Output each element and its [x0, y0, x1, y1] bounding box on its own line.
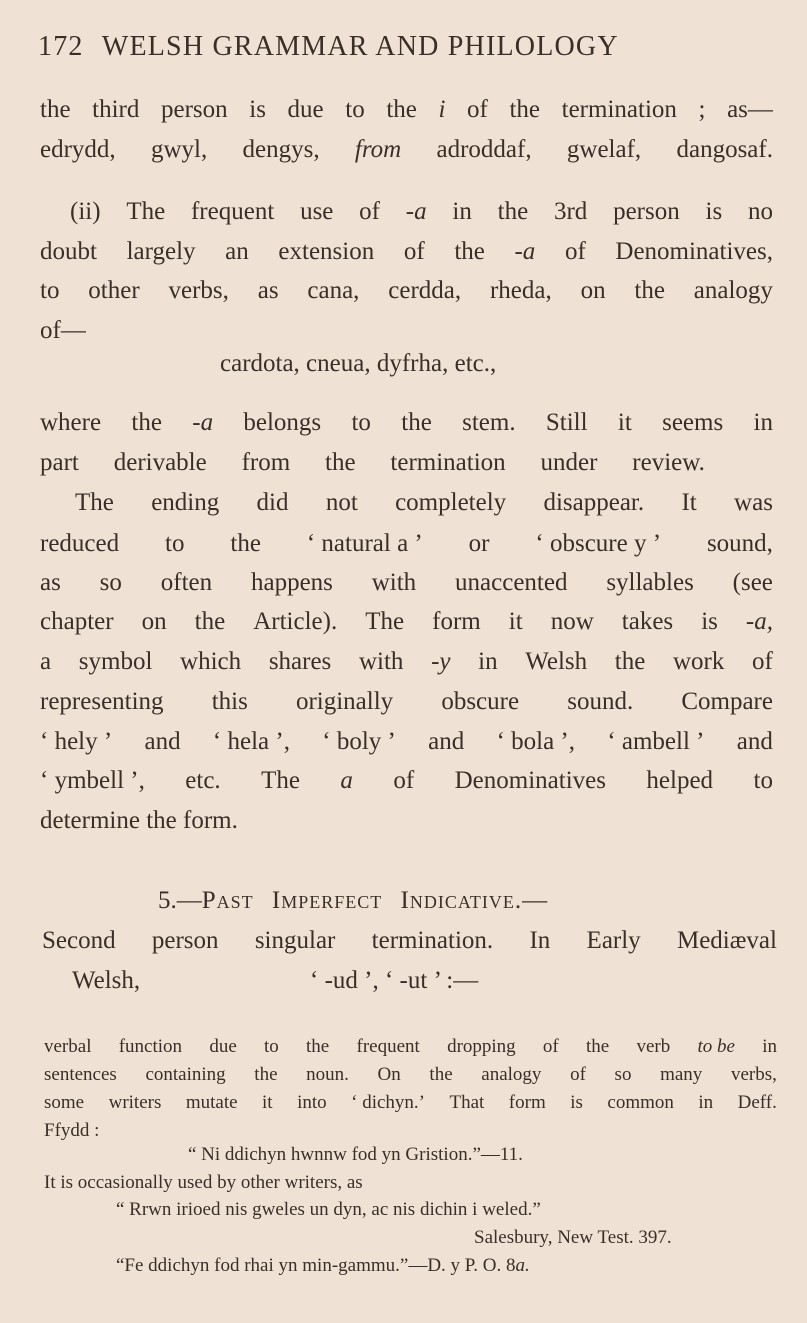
word: the — [386, 96, 417, 123]
word: of — [467, 96, 488, 123]
word: third — [92, 96, 140, 123]
word: On — [377, 1064, 401, 1085]
word: as— — [727, 96, 773, 123]
word: is — [705, 198, 723, 225]
word: to — [753, 767, 773, 794]
word: ‘ hela ’, — [212, 728, 290, 755]
word: ‘ bola ’, — [496, 728, 576, 755]
word: and — [736, 728, 773, 755]
word: and — [428, 728, 465, 755]
word: no — [747, 198, 773, 225]
word: termination. — [371, 927, 494, 954]
word: dropping — [447, 1036, 516, 1057]
word: Denominatives — [454, 767, 606, 794]
word: to — [345, 96, 365, 123]
word: it — [262, 1092, 273, 1113]
word: seems — [662, 409, 724, 436]
word: -a — [405, 198, 427, 225]
footnote-line — [44, 1063, 777, 1087]
word: Early — [586, 927, 641, 954]
word: In — [529, 927, 551, 954]
word: not — [325, 489, 358, 516]
word: It — [681, 489, 697, 516]
word: which — [180, 648, 242, 675]
word: a — [340, 767, 353, 794]
word: the — [634, 277, 665, 304]
word: the — [586, 1036, 610, 1057]
word: so — [99, 569, 122, 596]
word: dengys, — [242, 136, 320, 163]
word: to — [351, 409, 371, 436]
word: ‘ obscure y ’ — [535, 530, 662, 557]
word: under — [540, 449, 598, 476]
word: ‘ ymbell ’, — [40, 767, 145, 794]
word: the — [509, 96, 541, 123]
word: cerdda, — [388, 277, 462, 304]
word: review. — [632, 449, 705, 476]
word: stem. — [462, 409, 516, 436]
text-line — [40, 687, 773, 717]
quote-suffix: a. — [515, 1255, 530, 1276]
footnote-line — [44, 1091, 777, 1115]
section-heading — [158, 886, 548, 916]
word: the — [614, 648, 646, 675]
word: noun. — [306, 1064, 349, 1085]
word: use — [300, 198, 334, 225]
word: in — [698, 1092, 714, 1113]
word: with — [371, 569, 417, 596]
word: form — [508, 1092, 546, 1113]
text-line — [40, 529, 773, 559]
word: That — [449, 1092, 485, 1113]
word: and — [144, 728, 181, 755]
word: 3rd — [553, 198, 588, 225]
word: of — [570, 1064, 586, 1085]
text-line — [42, 926, 777, 956]
word: dangosaf. — [676, 136, 773, 163]
word: largely — [126, 238, 196, 265]
word: belongs — [243, 409, 322, 436]
text-line — [40, 568, 773, 598]
word: the — [454, 238, 485, 265]
word: -a — [514, 238, 536, 265]
section-title-word: Imperfect — [271, 887, 383, 914]
word: into — [297, 1092, 327, 1113]
word: in — [762, 1036, 777, 1057]
word: this — [211, 688, 248, 715]
word: ‘ ambell ’ — [607, 728, 705, 755]
word: was — [734, 489, 773, 516]
word: ; — [698, 96, 706, 123]
word: helped — [646, 767, 714, 794]
word: to be — [697, 1036, 735, 1057]
word: other — [88, 277, 140, 304]
word: Mediæval — [676, 927, 777, 954]
word: person — [160, 96, 228, 123]
footnote-quote: “ Ni ddichyn hwnnw fod yn Gristion.”—11. — [188, 1144, 523, 1165]
word: ending — [151, 489, 220, 516]
word: ‘ hely ’ — [40, 728, 113, 755]
word: from — [354, 136, 402, 163]
word: the — [401, 409, 432, 436]
word: ‘ natural a ’ — [306, 530, 423, 557]
text-line: of— — [40, 317, 86, 344]
word: -y — [431, 648, 451, 675]
page-header — [38, 32, 619, 62]
word: where — [40, 409, 102, 436]
word: the — [230, 530, 261, 557]
text-line — [40, 766, 773, 796]
word: from — [241, 449, 291, 476]
section-number: 5.— — [158, 887, 202, 914]
word: gwelaf, — [566, 136, 642, 163]
word: the — [131, 409, 162, 436]
word: due — [287, 96, 324, 123]
word: representing — [40, 688, 164, 715]
word: The — [126, 198, 166, 225]
word: verbs, — [730, 1064, 777, 1085]
word: doubt — [40, 238, 97, 265]
word: as — [40, 569, 61, 596]
word: Second — [42, 927, 116, 954]
word: often — [160, 569, 213, 596]
word: sound, — [706, 530, 773, 557]
word: common — [607, 1092, 674, 1113]
word: frequent — [190, 198, 275, 225]
word: some — [44, 1092, 85, 1113]
word: singular — [254, 927, 336, 954]
word: writers — [108, 1092, 162, 1113]
word: the — [497, 198, 529, 225]
text-line — [40, 647, 773, 677]
section-title-word: Past — [201, 887, 254, 914]
word: of — [564, 238, 586, 265]
word: work — [672, 648, 725, 675]
word: Compare — [681, 688, 773, 715]
word: Denominatives, — [615, 238, 773, 265]
word: containing — [145, 1064, 226, 1085]
word: analogy — [481, 1064, 542, 1085]
word: on — [580, 277, 606, 304]
word: verb — [636, 1036, 671, 1057]
word: shares — [268, 648, 332, 675]
page-number: 172 — [38, 31, 84, 62]
word: the — [254, 1064, 278, 1085]
word: The — [365, 608, 405, 635]
word: in — [478, 648, 498, 675]
word: chapter — [40, 608, 114, 635]
word: the — [325, 449, 356, 476]
word: Still — [545, 409, 588, 436]
word: person — [151, 927, 219, 954]
word: the — [306, 1036, 330, 1057]
word: of — [542, 1036, 559, 1057]
word: the — [40, 96, 71, 123]
footnote-citation: Salesbury, New Test. 397. — [474, 1227, 672, 1248]
quote-text: “Fe ddichyn fod rhai yn min-gammu.”—D. y P. O. 8 — [116, 1255, 516, 1276]
word: verbal — [44, 1036, 92, 1057]
word: person — [613, 198, 680, 225]
word: mutate — [185, 1092, 238, 1113]
footnote-quote — [116, 1254, 530, 1278]
word: to — [165, 530, 185, 557]
word: is — [701, 608, 718, 635]
example-line: cardota, cneua, dyfrha, etc., — [220, 350, 497, 377]
text-line — [40, 607, 773, 637]
text-line: determine the form. — [40, 807, 238, 834]
word: the — [429, 1064, 453, 1085]
word: of — [393, 767, 415, 794]
word: The — [75, 489, 114, 516]
word: termination — [561, 96, 677, 123]
word: The — [261, 767, 300, 794]
word: originally — [295, 688, 394, 715]
word: etc. — [185, 767, 221, 794]
word: edrydd, — [40, 136, 116, 163]
text-line — [40, 95, 773, 125]
word: now — [550, 608, 594, 635]
word: to — [264, 1036, 279, 1057]
word: function — [118, 1036, 183, 1057]
word: an — [225, 238, 249, 265]
word: symbol — [78, 648, 153, 675]
word: -a, — [745, 608, 773, 635]
word: of — [403, 238, 425, 265]
word: (see — [732, 569, 773, 596]
word: a — [40, 648, 52, 675]
word: as — [257, 277, 279, 304]
word: of — [752, 648, 773, 675]
footnote-line: Ffydd : — [44, 1120, 100, 1141]
word: derivable — [113, 449, 207, 476]
word: to — [40, 277, 60, 304]
word: completely — [395, 489, 507, 516]
text-line — [40, 448, 705, 478]
word: in — [452, 198, 472, 225]
word: rheda, — [489, 277, 552, 304]
word: sentences — [44, 1064, 117, 1085]
text-line — [40, 408, 773, 438]
word: is — [249, 96, 266, 123]
word: in — [753, 409, 773, 436]
word: did — [256, 489, 289, 516]
word: syllables — [606, 569, 694, 596]
word: is — [570, 1092, 583, 1113]
word: or — [468, 530, 490, 557]
word: -a — [192, 409, 214, 436]
word: it — [617, 409, 632, 436]
word: Deff. — [737, 1092, 777, 1113]
word: obscure — [441, 688, 520, 715]
word: happens — [250, 569, 333, 596]
word: on — [141, 608, 167, 635]
text-line: Welsh, — [72, 967, 141, 994]
word: with — [358, 648, 404, 675]
text-line — [40, 727, 773, 757]
word: Article). — [253, 608, 338, 635]
word: gwyl, — [150, 136, 208, 163]
word: extension — [278, 238, 375, 265]
word: Welsh — [525, 648, 588, 675]
word: verbs, — [168, 277, 229, 304]
termination-forms: ‘ -ud ’, ‘ -ut ’ :— — [310, 967, 479, 994]
word: (ii) — [70, 198, 101, 225]
text-line — [70, 197, 773, 227]
text-line — [40, 135, 773, 165]
text-line — [75, 488, 773, 518]
word: frequent — [356, 1036, 420, 1057]
word: form — [432, 608, 481, 635]
footnote-line — [44, 1035, 777, 1059]
word: reduced — [40, 530, 120, 557]
word: the — [194, 608, 226, 635]
word: of — [359, 198, 380, 225]
word: adroddaf, — [436, 136, 532, 163]
word: takes — [621, 608, 674, 635]
word: sound. — [567, 688, 634, 715]
word: part — [40, 449, 79, 476]
word: i — [438, 96, 446, 123]
running-title: WELSH GRAMMAR AND PHILOLOGY — [101, 31, 619, 62]
word: many — [660, 1064, 703, 1085]
text-line — [40, 237, 773, 267]
word: ‘ dichyn.’ — [351, 1092, 425, 1113]
word: cana, — [307, 277, 360, 304]
word: ‘ boly ’ — [322, 728, 396, 755]
text-line — [40, 276, 773, 306]
footnote-line: It is occasionally used by other writers, as — [44, 1172, 363, 1193]
section-title-word: Indicative.— — [400, 887, 549, 914]
word: due — [209, 1036, 237, 1057]
word: disappear. — [543, 489, 645, 516]
footnote-quote: “ Rrwn irioed nis gweles un dyn, ac nis dichin i weled.” — [116, 1199, 541, 1220]
word: it — [508, 608, 523, 635]
word: so — [614, 1064, 632, 1085]
word: termination — [390, 449, 506, 476]
word: analogy — [693, 277, 773, 304]
word: unaccented — [455, 569, 568, 596]
